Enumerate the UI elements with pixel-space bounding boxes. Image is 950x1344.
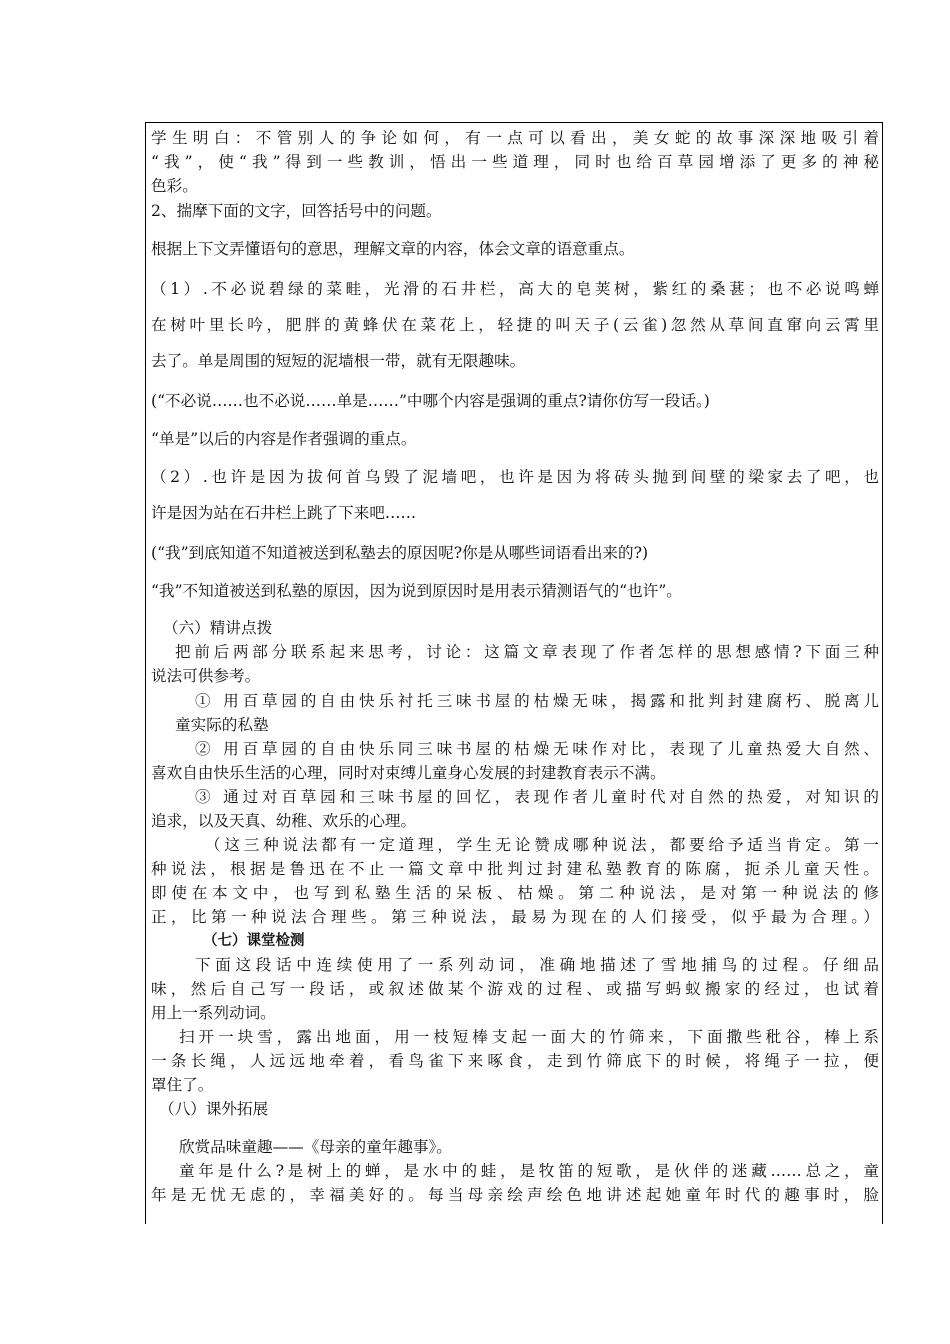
text-line: 童实际的私塾 bbox=[175, 716, 269, 734]
text-line: 2、揣摩下面的文字，回答括号中的问题。 bbox=[151, 202, 442, 220]
text-line: 用上一系列动词。 bbox=[151, 1004, 276, 1022]
text-line: 把前后两部分联系起来思考，讨论：这篇文章表现了作者怎样的思想感情?下面三种 bbox=[175, 643, 879, 661]
text-line: 童年是什么?是树上的蝉，是水中的蛙，是牧笛的短歌，是伙伴的迷藏……总之，童 bbox=[179, 1162, 879, 1180]
text-line: 罩住了。 bbox=[151, 1076, 214, 1094]
text-line: “我”不知道被送到私塾的原因，因为说到原因时是用表示猜测语气的“也许”。 bbox=[151, 582, 682, 600]
text-line: 即使在本文中，也写到私塾生活的呆板、枯燥。第二种说法，是对第一种说法的修 bbox=[151, 884, 879, 902]
text-line: 味，然后自己写一段话，或叙述做某个游戏的过程、或描写蚂蚁搬家的经过，也试着 bbox=[151, 980, 879, 998]
list-item: ② 用百草园的自由快乐同三味书屋的枯燥无味作对比，表现了儿童热爱大自然、 bbox=[195, 740, 879, 758]
text-line: 追求，以及天真、幼稚、欢乐的心理。 bbox=[151, 812, 417, 830]
section-heading: （七）课堂检测 bbox=[203, 932, 305, 949]
text-line: 说法可供参考。 bbox=[151, 667, 261, 685]
text-line: (“我”到底知道不知道被送到私塾去的原因呢?你是从哪些词语看出来的?) bbox=[151, 544, 649, 562]
text-line: （2）.也许是因为拔何首乌毁了泥墙吧，也许是因为将砖头抛到间壁的梁家去了吧，也 bbox=[151, 468, 879, 486]
text-line: 下面这段话中连续使用了一系列动词，准确地描述了雪地捕鸟的过程。仔细品 bbox=[195, 956, 879, 974]
list-item: ① 用百草园的自由快乐衬托三味书屋的枯燥无味，揭露和批判封建腐朽、脱离儿 bbox=[195, 692, 879, 710]
text-line: 去了。单是周围的短短的泥墙根一带，就有无限趣味。 bbox=[151, 352, 526, 370]
text-line: （1）.不必说碧绿的菜畦，光滑的石井栏，高大的皂荚树，紫红的桑葚；也不必说鸣蝉 bbox=[151, 280, 879, 298]
section-heading: （六）精讲点拨 bbox=[163, 619, 273, 637]
text-line: 正，比第一种说法合理些。第三种说法，最易为现在的人们接受，似乎最为合理。） bbox=[151, 908, 879, 926]
table-cell bbox=[145, 122, 883, 1224]
text-line: 一条长绳，人远远地牵着，看鸟雀下来啄食，走到竹筛底下的时候，将绳子一拉，便 bbox=[151, 1052, 879, 1070]
list-item: ③ 通过对百草园和三味书屋的回忆，表现作者儿童时代对自然的热爱，对知识的 bbox=[195, 788, 879, 806]
text-line: 种说法，根据是鲁迅在不止一篇文章中批判过封建私塾教育的陈腐，扼杀儿童天性。 bbox=[151, 860, 879, 878]
text-line: 根据上下文弄懂语句的意思，理解文章的内容，体会文章的语意重点。 bbox=[151, 240, 635, 258]
text-line: 许是因为站在石井栏上跳了下来吧…… bbox=[151, 504, 417, 522]
section-heading: （八）课外拓展 bbox=[159, 1100, 269, 1118]
text-line: （这三种说法都有一定道理，学生无论赞成哪种说法，都要给予适当肯定。第一 bbox=[205, 836, 879, 854]
text-line: “单是”以后的内容是作者强调的重点。 bbox=[151, 430, 417, 448]
text-line: 色彩。 bbox=[151, 177, 198, 195]
text-line: 扫开一块雪，露出地面，用一枝短棒支起一面大的竹筛来，下面撒些秕谷，棒上系 bbox=[179, 1028, 879, 1046]
text-line: 欣赏品味童趣——《母亲的童年趣事》。 bbox=[179, 1138, 452, 1156]
text-line: “我”，使“我”得到一些教训，悟出一些道理，同时也给百草园增添了更多的神秘 bbox=[151, 153, 879, 171]
text-line: 在树叶里长吟，肥胖的黄蜂伏在菜花上，轻捷的叫天子(云雀)忽然从草间直窜向云霄里 bbox=[151, 316, 879, 334]
text-line: (“不必说……也不必说……单是……”中哪个内容是强调的重点?请你仿写一段话。) bbox=[151, 392, 710, 410]
text-line: 年是无忧无虑的，幸福美好的。每当母亲绘声绘色地讲述起她童年时代的趣事时，脸 bbox=[151, 1186, 879, 1204]
text-line: 学生明白：不管别人的争论如何，有一点可以看出，美女蛇的故事深深地吸引着 bbox=[151, 129, 879, 147]
text-line: 喜欢自由快乐生活的心理，同时对束缚儿童身心发展的封建教育表示不满。 bbox=[151, 764, 666, 782]
